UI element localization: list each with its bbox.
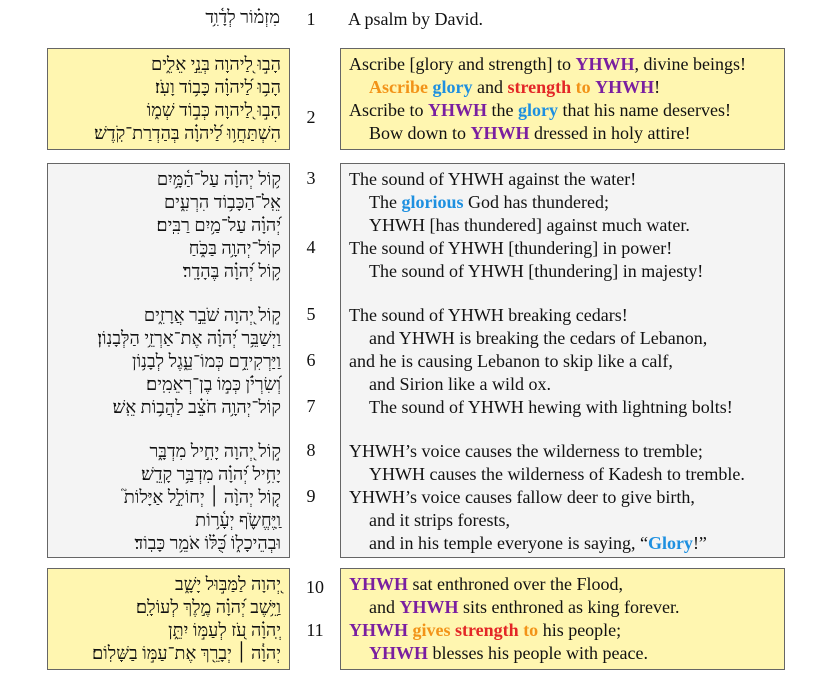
verse10-11-hebrew-box: יְ֭הוָה לַמַּבּ֣וּל יָשָׁ֑ב וַיֵּ֥שֶׁב יְ֝הוָ֗ה מֶ֣לֶךְ לְעוֹלָֽם׃ יְֽהוָ֗ה עֹ֭ז לְעַמּ֣וֹ יִתֵּ֑ן יְהוָ֓ה ׀ יְבָרֵ֖ךְ אֶת־עַמּ֣וֹ בַשָּׁלֽוֹם׃: [47, 568, 290, 670]
verse-number: 11: [306, 620, 324, 640]
verse-number: 5: [306, 304, 316, 324]
verse-number: 7: [306, 396, 316, 416]
hebrew-line: הָב֥וּ לַ֝יהוָ֗ה כָּב֥וֹד וָעֹֽז׃: [154, 77, 281, 97]
verse-number: 8: [306, 440, 316, 460]
english-line: Ascribe glory and strength to YHWH!: [369, 77, 661, 97]
verse10-11-english-box: YHWH sat enthroned over the Flood, and YHWH sits enthroned as king forever. YHWH gives strength to his people; YHWH blesses his people with peace.: [340, 568, 785, 670]
hebrew-line: הָב֣וּ לַ֭יהוָה כְּב֣וֹד שְׁמ֑וֹ: [146, 100, 281, 120]
english-line: Bow down to YHWH dressed in holy attire!: [369, 123, 691, 143]
hebrew-line: הָב֣וּ לַ֭יהוָה בְּנֵ֣י אֵלִ֑ים: [150, 54, 281, 74]
middle-english-box: The sound of YHWH against the water! The glorious God has thundered; YHWH [has thundered] against much water. The sound of YHWH [thundering] in power! The sound of YHWH [thundering] in majesty! The sound of YHWH breaking cedars! and YHWH is breaking the cedars of Lebanon, and he is causing Lebanon to skip like a calf, and Sirion like a wild ox. The sound of YHWH hewing with lightning bolts! YHWH’s voice causes the wilderness to tremble; YHWH causes the wilderness of Kadesh to tremble. YHWH’s voice causes fallow deer to give birth, and it strips forests, and in his temple everyone is saying, “Glory!”: [340, 163, 785, 558]
english-line: Ascribe to YHWH the glory that his name deserves!: [349, 100, 731, 120]
verse2-hebrew-box: [47, 48, 290, 150]
middle-hebrew-box: ק֥וֹל יְהוָ֗ה עַל־הַ֫מָּ֥יִם אֵֽל־הַכָּב֥וֹד הִרְעִ֑ים יְ֝הוָ֗ה עַל־מַ֥יִם רַבִּֽים׃ קוֹל־יְהוָ֥ה בַּכֹּ֑חַ ק֥וֹל יְ֝הוָ֗ה בֶּהָדָֽר׃ ק֣וֹל יְ֭הוָה שֹׁבֵ֣ר אֲרָזִ֑ים וַיְשַׁבֵּ֥ר יְ֝הוָ֗ה אֶת־אַרְזֵ֥י הַלְּבָנֽוֹן׃ וַיַּרְקִידֵ֥ם כְּמוֹ־עֵ֑גֶל לְבָנ֥וֹן וְ֝שִׂרְיֹ֗ן כְּמ֣וֹ בֶן־רְאֵמִֽים׃ קוֹל־יְהוָ֥ה חֹצֵ֗ב לַהֲב֥וֹת אֵֽשׁ׃ ק֣וֹל יְ֭הוָה יָחִ֣יל מִדְבָּ֑ר יָחִ֥יל יְ֝הוָ֗ה מִדְבַּ֥ר קָדֵֽשׁ׃ ק֤וֹל יְהוָ֨ה ׀ יְחוֹלֵ֣ל אַיָּלוֹת֮ וַֽיֶּחֱשֹׂ֪ף יְעָ֫ר֥וֹת וּבְהֵיכָל֑וֹ כֻּ֝לּ֗וֹ אֹמֵ֥ר כָּבֽוֹד׃: [47, 163, 290, 558]
verse-number: 9: [306, 486, 316, 506]
verse2-number: 2: [306, 107, 316, 127]
verse1-hebrew: מִזְמ֗וֹר לְדָ֫וִ֥ד: [205, 7, 280, 27]
verse-number: 3: [306, 168, 316, 188]
hebrew-line: הִשְׁתַּחֲו֥וּ לַ֝יהוָ֗ה בְּהַדְרַת־קֹֽדֶשׁ׃: [94, 123, 281, 143]
verse-number: 10: [306, 577, 324, 597]
verse1-english: A psalm by David.: [348, 9, 483, 29]
verse2-english-box: [340, 48, 785, 150]
verse1-number: 1: [306, 9, 316, 29]
verse-number: 6: [306, 350, 316, 370]
verse-number: 4: [306, 237, 316, 257]
english-line: Ascribe [glory and strength] to YHWH, divine beings!: [349, 54, 746, 74]
